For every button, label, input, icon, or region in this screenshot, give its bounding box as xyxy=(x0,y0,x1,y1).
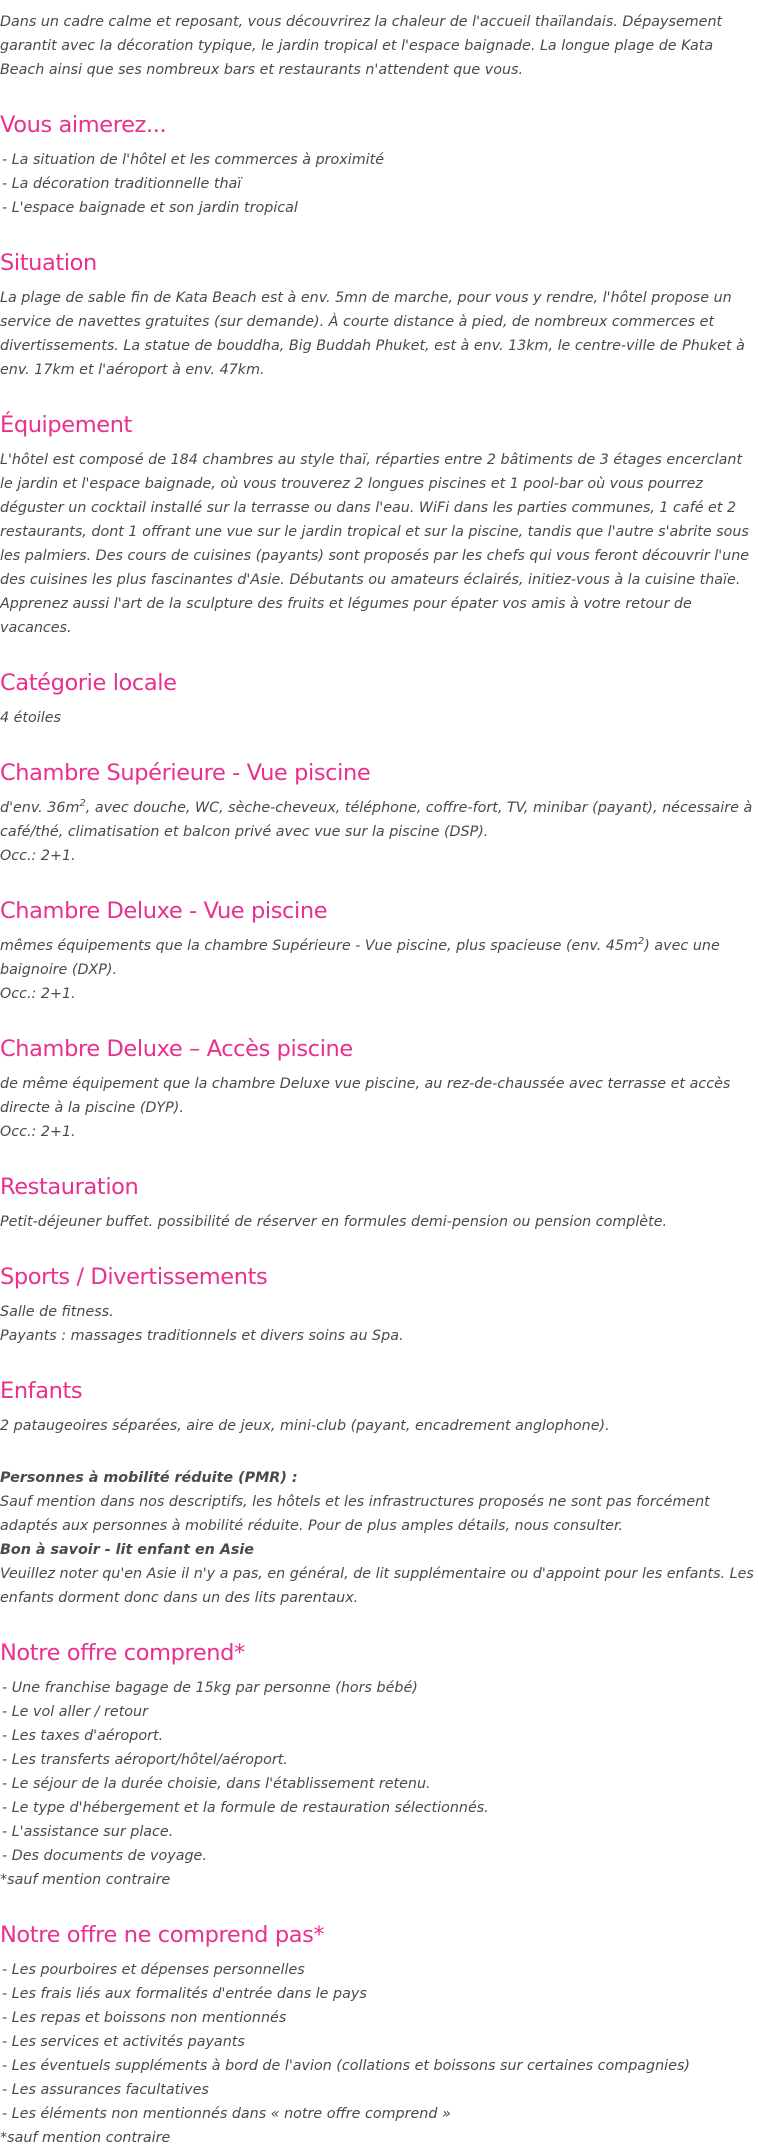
list-item: - Une franchise bagage de 15kg par personne (hors bébé) xyxy=(2,1680,418,1696)
section-pmr xyxy=(0,1466,758,1610)
section-text: 2 pataugeoires séparées, aire de jeux, mini-club (payant, encadrement anglophone). xyxy=(0,1418,610,1434)
section-chambre-acces-piscine xyxy=(0,1034,758,1144)
list-item: - Les repas et boissons non mentionnés xyxy=(2,2010,287,2026)
list-item: - Les pourboires et dépenses personnelles xyxy=(2,1962,305,1978)
included-list xyxy=(0,1676,758,1868)
occupancy-text: Occ.: 2+1. xyxy=(0,986,76,1002)
footnote: *sauf mention contraire xyxy=(0,2130,171,2146)
section-title: Sports / Divertissements xyxy=(0,1264,268,1290)
section-categorie xyxy=(0,668,758,730)
child-bed-text: Veuillez noter qu'en Asie il n'y a pas, en général, de lit supplémentaire ou d'appoint pour les enfants. Les enfants dorment donc dans un des lits parentaux. xyxy=(0,1566,754,1606)
section-situation xyxy=(0,248,758,382)
list-item: - La situation de l'hôtel et les commerces à proximité xyxy=(2,152,385,168)
room-features-text: mêmes équipements que la chambre Supérieure - Vue piscine, plus spacieuse (env. 45m xyxy=(0,938,638,954)
superscript: 2 xyxy=(637,936,645,948)
pmr-text: Sauf mention dans nos descriptifs, les hôtels et les infrastructures proposés ne sont pas forcément adaptés aux personnes à mobilité réduite. Pour de plus amples détails, nous consulter. xyxy=(0,1494,710,1534)
section-restauration xyxy=(0,1172,758,1234)
room-features-text: , avec douche, WC, sèche-cheveux, téléphone, coffre-fort, TV, minibar (payant), nécessaire à café/thé, climatisation et balcon privé avec vue sur la piscine (DSP). xyxy=(0,800,753,840)
section-text: de même équipement que la chambre Deluxe vue piscine, au rez-de-chaussée avec terrasse et accès directe à la piscine (DYP). xyxy=(0,1076,731,1116)
section-title: Enfants xyxy=(0,1378,83,1404)
section-text: La plage de sable fin de Kata Beach est à env. 5mn de marche, pour vous y rendre, l'hôtel propose un service de navettes gratuites (sur demande). À courte distance à pied, de nombreux commerces et divertissements. La statue de bouddha, Big Buddah Phuket, est à env. 13km, le centre-ville de Phuket à env. 17km et l'aéroport à env. 47km. xyxy=(0,290,745,378)
list-item: - L'assistance sur place. xyxy=(2,1824,174,1840)
section-offre-comprend xyxy=(0,1638,758,1892)
section-text xyxy=(0,796,758,844)
section-title: Notre offre ne comprend pas* xyxy=(0,1922,325,1948)
child-bed-heading: Bon à savoir - lit enfant en Asie xyxy=(0,1542,255,1558)
list-item: - Les assurances facultatives xyxy=(2,2082,209,2098)
section-title: Vous aimerez... xyxy=(0,112,167,138)
section-chambre-deluxe xyxy=(0,896,758,1006)
section-title: Catégorie locale xyxy=(0,670,177,696)
excluded-list xyxy=(0,1958,758,2126)
room-features-text: ) avec une baignoire (DXP). xyxy=(0,938,720,978)
highlights-list xyxy=(0,148,758,220)
list-item: - Le type d'hébergement et la formule de restauration sélectionnés. xyxy=(2,1800,489,1816)
section-offre-ne-comprend-pas xyxy=(0,1920,758,2150)
list-item: - La décoration traditionnelle thaï xyxy=(2,176,242,192)
section-text: Payants : massages traditionnels et divers soins au Spa. xyxy=(0,1328,404,1344)
section-text: 4 étoiles xyxy=(0,710,61,726)
superscript: 2 xyxy=(79,798,86,810)
section-title: Restauration xyxy=(0,1174,139,1200)
footnote: *sauf mention contraire xyxy=(0,1872,171,1888)
section-title: Équipement xyxy=(0,412,132,438)
list-item: - Les éventuels suppléments à bord de l'avion (collations et boissons sur certaines compagnies) xyxy=(2,2058,690,2074)
section-title: Situation xyxy=(0,250,97,276)
list-item: - Des documents de voyage. xyxy=(2,1848,207,1864)
list-item: - Les frais liés aux formalités d'entrée dans le pays xyxy=(2,1986,367,2002)
list-item: - L'espace baignade et son jardin tropical xyxy=(2,200,298,216)
section-vous-aimerez xyxy=(0,110,758,220)
occupancy-text: Occ.: 2+1. xyxy=(0,1124,76,1140)
section-text: Petit-déjeuner buffet. possibilité de réserver en formules demi-pension ou pension complète. xyxy=(0,1214,668,1230)
section-title: Chambre Deluxe – Accès piscine xyxy=(0,1036,353,1062)
section-text: L'hôtel est composé de 184 chambres au style thaï, réparties entre 2 bâtiments de 3 étages encerclant le jardin et l'espace baignade, où vous trouverez 2 longues piscines et 1 pool-bar où vous pourrez déguster un cocktail installé sur la terrasse ou dans l'eau. WiFi dans les parties communes, 1 café et 2 restaurants, dont 1 offrant une vue sur le jardin tropical et sur la piscine, tandis que l'autre s'abrite sous les palmiers. Des cours de cuisines (payants) sont proposés par les chefs qui vous feront découvrir l'une des cuisines les plus fascinantes d'Asie. Débutants ou amateurs éclairés, initiez-vous à la cuisine thaïe. Apprenez aussi l'art de la sculpture des fruits et légumes pour épater vos amis à votre retour de vacances. xyxy=(0,452,750,636)
list-item: - Le vol aller / retour xyxy=(2,1704,148,1720)
section-title: Notre offre comprend* xyxy=(0,1640,245,1666)
list-item: - Les taxes d'aéroport. xyxy=(2,1728,164,1744)
section-text xyxy=(0,934,758,982)
list-item: - Le séjour de la durée choisie, dans l'établissement retenu. xyxy=(2,1776,431,1792)
section-title: Chambre Deluxe - Vue piscine xyxy=(0,898,328,924)
list-item: - Les éléments non mentionnés dans « notre offre comprend » xyxy=(2,2106,451,2122)
room-size-text: d'env. 36m xyxy=(0,800,80,816)
pmr-heading: Personnes à mobilité réduite (PMR) : xyxy=(0,1470,298,1486)
intro-text: Dans un cadre calme et reposant, vous découvrirez la chaleur de l'accueil thaïlandais. Dépaysement garantit avec la décoration typique, le jardin tropical et l'espace baignade. La longue plage de Kata Beach ainsi que ses nombreux bars et restaurants n'attendent que vous. xyxy=(0,14,723,78)
section-sports xyxy=(0,1262,758,1348)
section-chambre-superieure xyxy=(0,758,758,868)
section-equipement xyxy=(0,410,758,640)
occupancy-text: Occ.: 2+1. xyxy=(0,848,76,864)
list-item: - Les transferts aéroport/hôtel/aéroport. xyxy=(2,1752,288,1768)
hotel-description xyxy=(0,10,758,2150)
section-title: Chambre Supérieure - Vue piscine xyxy=(0,760,371,786)
section-text: Salle de fitness. xyxy=(0,1304,114,1320)
list-item: - Les services et activités payants xyxy=(2,2034,245,2050)
section-enfants xyxy=(0,1376,758,1438)
